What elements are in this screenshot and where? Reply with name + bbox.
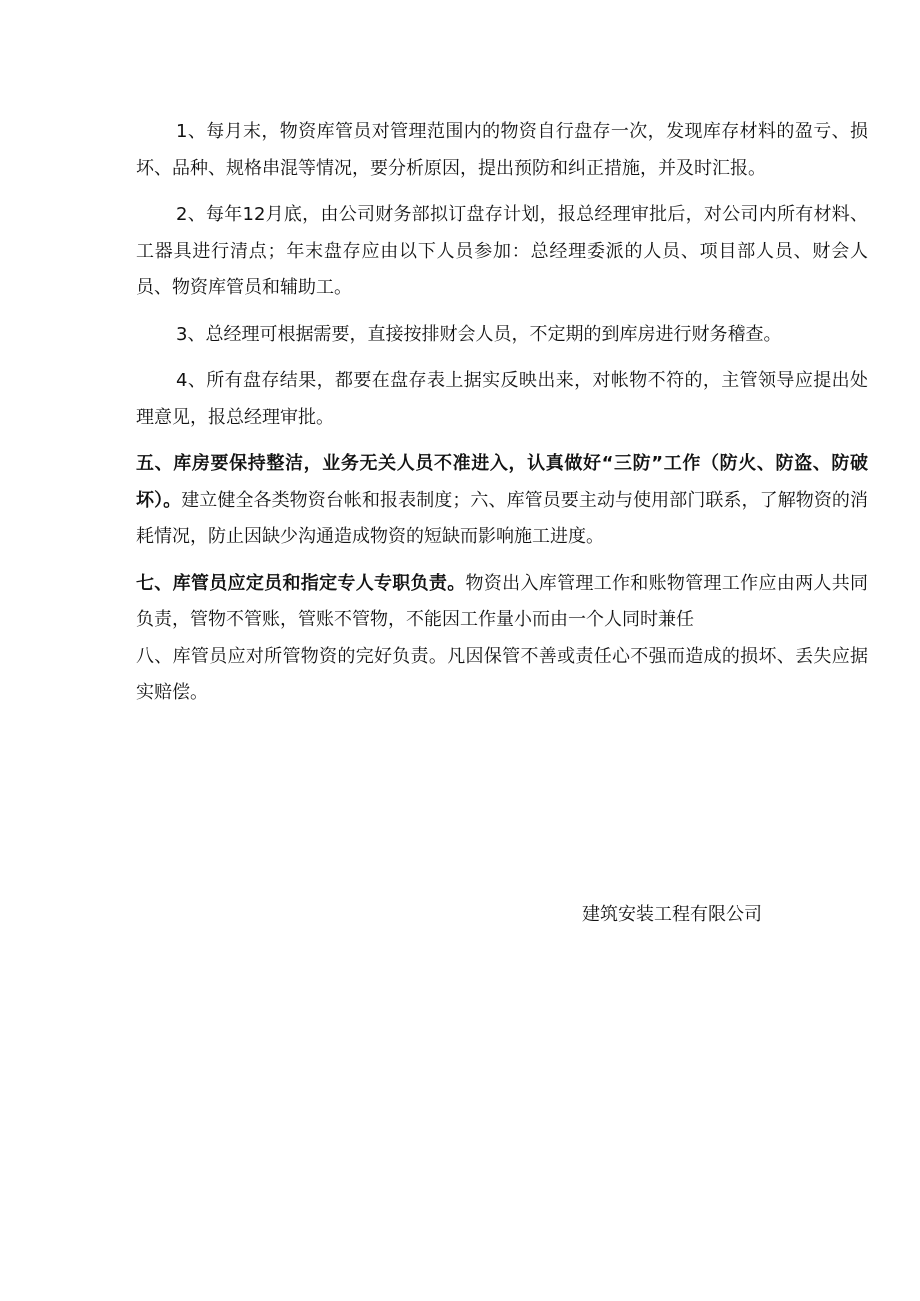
section-five-heading: 五、库房要保持整洁，业务无关人员不准进入，认真做好“三防”工作（防火、防盗、防破坏）。 bbox=[136, 453, 868, 511]
paragraph-section-seven bbox=[136, 566, 868, 639]
company-signature: 建筑安装工程有限公司 bbox=[582, 904, 762, 925]
paragraph-inventory-results: 4、所有盘存结果，都要在盘存表上据实反映出来，对帐物不符的，主管领导应提出处理意见，报总经理审批。 bbox=[136, 370, 868, 428]
paragraph-financial-audit: 3、总经理可根据需要，直接按排财会人员，不定期的到库房进行财务稽查。 bbox=[176, 323, 782, 345]
paragraph-annual-inventory: 2、每年12月底，由公司财务部拟订盘存计划，报总经理审批后，对公司内所有材料、工器具进行清点；年末盘存应由以下人员参加：总经理委派的人员、项目部人员、财会人员、物资库管员和辅助工。 bbox=[136, 204, 868, 298]
paragraph-section-five bbox=[136, 446, 868, 556]
document-body bbox=[136, 114, 868, 712]
section-seven-text: 物资出入库管理工作和账物管理工作应由两人共同负责，管物不管账，管账不管物，不能因工作量小而由一个人同时兼任 bbox=[136, 572, 869, 630]
paragraph-section-eight: 八、库管员应对所管物资的完好负责。凡因保管不善或责任心不强而造成的损坏、丢失应据实赔偿。 bbox=[136, 645, 868, 703]
section-seven-heading: 七、库管员应定员和指定专人专职负责。 bbox=[136, 572, 466, 594]
paragraph-monthly-inventory: 1、每月末，物资库管员对管理范围内的物资自行盘存一次，发现库存材料的盈亏、损坏、品种、规格串混等情况，要分析原因，提出预防和纠正措施，并及时汇报。 bbox=[136, 121, 868, 179]
section-five-text: 建立健全各类物资台帐和报表制度；六、库管员要主动与使用部门联系，了解物资的消耗情况，防止因缺少沟通造成物资的短缺而影响施工进度。 bbox=[136, 489, 869, 547]
